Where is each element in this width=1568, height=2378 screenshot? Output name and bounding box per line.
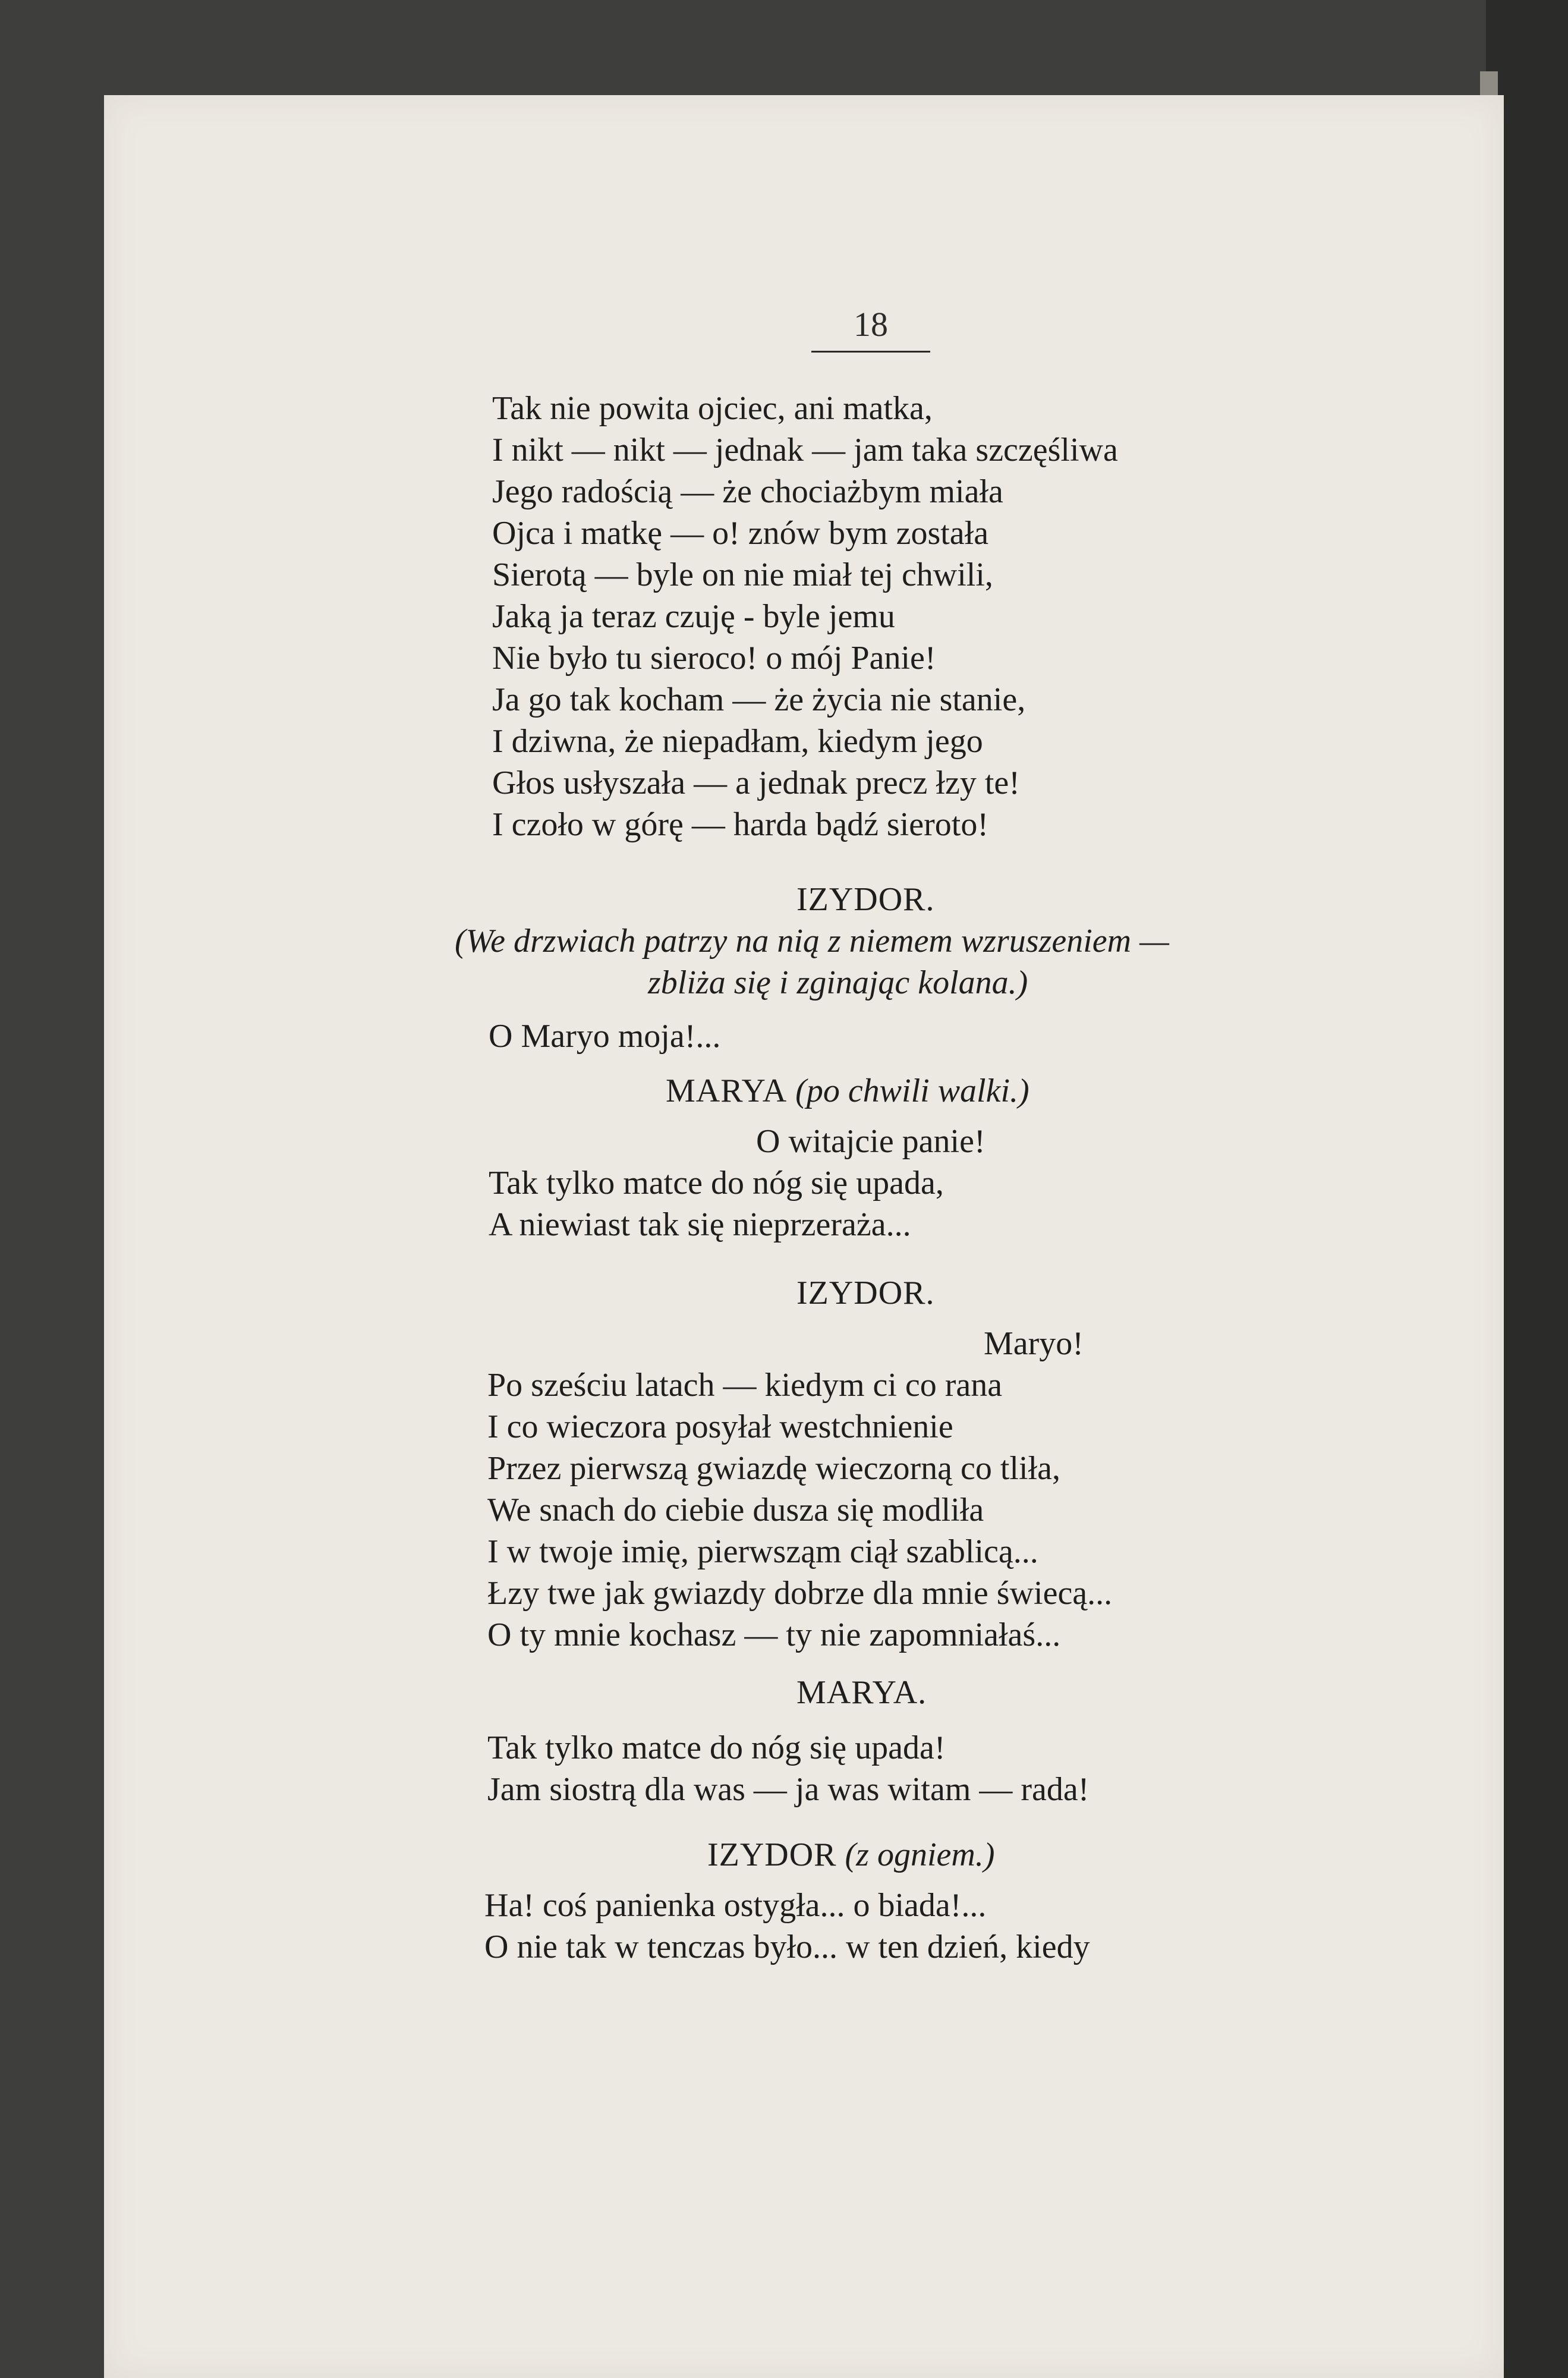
verse-line: Maryo! xyxy=(984,1325,1084,1362)
verse-line: Łzy twe jak gwiazdy dobrze dla mnie świecą... xyxy=(487,1575,1113,1612)
verse-line: I nikt — nikt — jednak — jam taka szczęśliwa xyxy=(492,432,1118,468)
verse-line: Sierotą — byle on nie miał tej chwili, xyxy=(492,556,993,593)
page-number-rule xyxy=(811,351,930,353)
verse-line: Ja go tak kocham — że życia nie stanie, xyxy=(492,681,1026,718)
verse-line: Jaką ja teraz czuję - byle jemu xyxy=(492,598,895,635)
speaker-heading: MARYA xyxy=(666,1072,788,1109)
verse-line: A niewiast tak się nieprzeraża... xyxy=(489,1206,911,1243)
verse-line: O ty mnie kochasz — ty nie zapomniałaś... xyxy=(487,1616,1061,1653)
verse-line: I co wieczora posyłał westchnienie xyxy=(487,1408,953,1445)
speaker-note: (po chwili walki.) xyxy=(795,1072,1029,1109)
verse-line: Jam siostrą dla was — ja was witam — rada! xyxy=(487,1771,1090,1808)
verse-line: O witajcie panie! xyxy=(756,1123,985,1160)
verse-line: I czoło w górę — harda bądź sieroto! xyxy=(492,806,988,843)
speaker-heading: IZYDOR. xyxy=(796,881,935,918)
verse-line: I w twoje imię, pierwsząm ciął szablicą... xyxy=(487,1533,1038,1570)
verse-line: Przez pierwszą gwiazdę wieczorną co tliła, xyxy=(487,1450,1060,1487)
verse-line: Ojca i matkę — o! znów bym została xyxy=(492,515,989,552)
stage-direction: zbliża się i zginając kolana.) xyxy=(648,964,1028,1001)
verse-line: Głos usłyszała — a jednak precz łzy te! xyxy=(492,765,1020,801)
verse-line: O nie tak w tenczas było... w ten dzień, kiedy xyxy=(484,1929,1090,1965)
verse-line: Po sześciu latach — kiedym ci co rana xyxy=(487,1367,1003,1404)
speaker-heading-line xyxy=(707,1834,994,1876)
verse-line: Jego radością — że chociażbym miała xyxy=(492,473,1003,510)
speaker-heading: MARYA. xyxy=(796,1674,927,1711)
speaker-heading: IZYDOR. xyxy=(796,1275,935,1311)
verse-line: Nie było tu sieroco! o mój Panie! xyxy=(492,640,936,677)
verse-line: Tak nie powita ojciec, ani matka, xyxy=(492,390,933,427)
stage-direction: (We drzwiach patrzy na nią z niemem wzruszeniem — xyxy=(455,923,1169,960)
verse-line: O Maryo moja!... xyxy=(489,1018,721,1055)
speaker-note: (z ogniem.) xyxy=(845,1836,995,1873)
speaker-heading: IZYDOR xyxy=(707,1836,837,1873)
verse-line: Ha! coś panienka ostygła... o biada!... xyxy=(484,1887,987,1924)
verse-line: Tak tylko matce do nóg się upada! xyxy=(487,1729,946,1766)
verse-line: We snach do ciebie dusza się modliła xyxy=(487,1492,984,1528)
verse-line: Tak tylko matce do nóg się upada, xyxy=(489,1165,944,1201)
speaker-heading-line xyxy=(666,1070,1029,1112)
page-number: 18 xyxy=(854,305,888,344)
verse-line: I dziwna, że niepadłam, kiedym jego xyxy=(492,723,983,760)
